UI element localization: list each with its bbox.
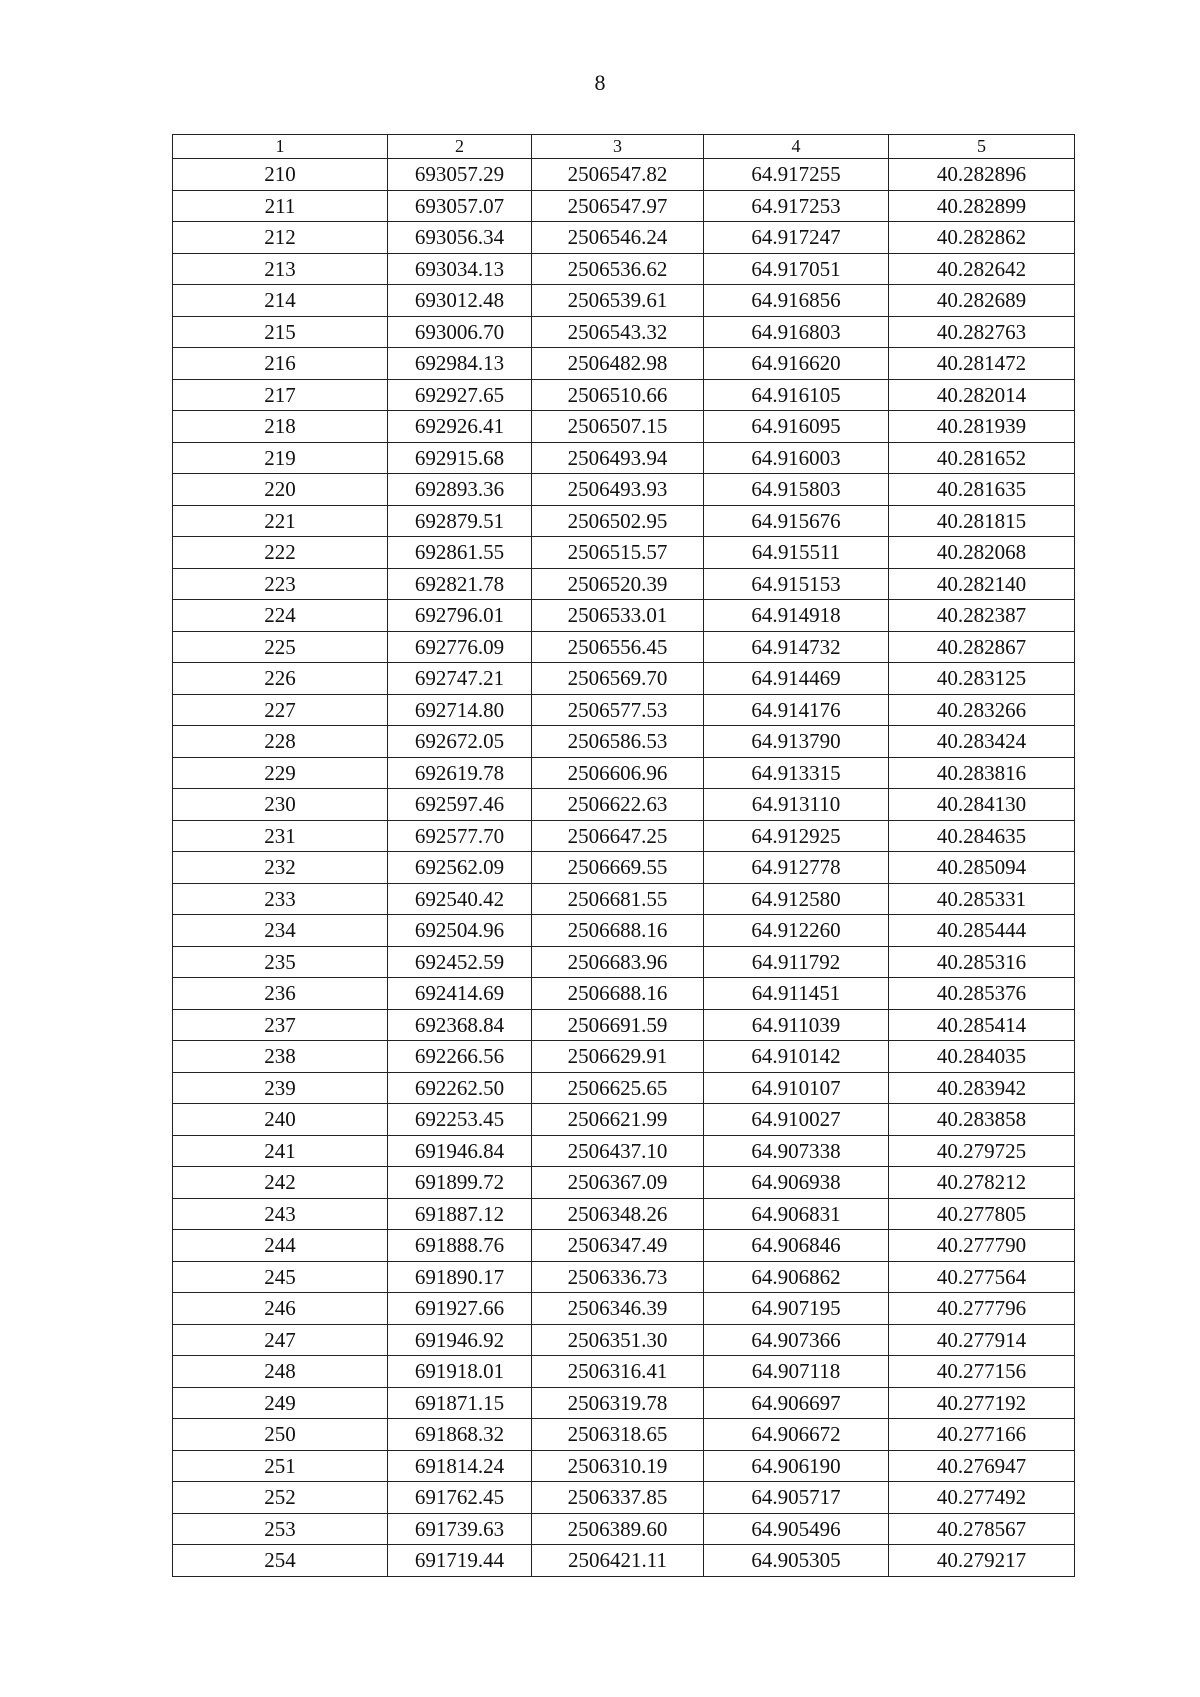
table-row (173, 474, 1075, 506)
point-number-cell: 242 (173, 1167, 388, 1199)
longitude-cell: 64.906846 (704, 1230, 889, 1262)
y-coordinate-cell: 2506316.41 (532, 1356, 704, 1388)
table-body (173, 159, 1075, 1577)
x-coordinate-cell: 691887.12 (388, 1198, 532, 1230)
longitude-cell: 64.911451 (704, 978, 889, 1010)
x-coordinate-cell: 691871.15 (388, 1387, 532, 1419)
point-number-cell: 254 (173, 1545, 388, 1577)
y-coordinate-cell: 2506310.19 (532, 1450, 704, 1482)
y-coordinate-cell: 2506691.59 (532, 1009, 704, 1041)
longitude-cell: 64.914469 (704, 663, 889, 695)
y-coordinate-cell: 2506647.25 (532, 820, 704, 852)
x-coordinate-cell: 692266.56 (388, 1041, 532, 1073)
y-coordinate-cell: 2506681.55 (532, 883, 704, 915)
x-coordinate-cell: 692452.59 (388, 946, 532, 978)
table-row (173, 316, 1075, 348)
header-row (173, 135, 1075, 159)
point-number-cell: 210 (173, 159, 388, 191)
latitude-cell: 40.277156 (889, 1356, 1075, 1388)
longitude-cell: 64.910107 (704, 1072, 889, 1104)
latitude-cell: 40.284035 (889, 1041, 1075, 1073)
point-number-cell: 215 (173, 316, 388, 348)
y-coordinate-cell: 2506625.65 (532, 1072, 704, 1104)
x-coordinate-cell: 692927.65 (388, 379, 532, 411)
table-row (173, 789, 1075, 821)
point-number-cell: 222 (173, 537, 388, 569)
point-number-cell: 212 (173, 222, 388, 254)
x-coordinate-cell: 692597.46 (388, 789, 532, 821)
latitude-cell: 40.285316 (889, 946, 1075, 978)
longitude-cell: 64.916620 (704, 348, 889, 380)
latitude-cell: 40.281472 (889, 348, 1075, 380)
x-coordinate-cell: 691899.72 (388, 1167, 532, 1199)
point-number-cell: 246 (173, 1293, 388, 1325)
latitude-cell: 40.277796 (889, 1293, 1075, 1325)
point-number-cell: 226 (173, 663, 388, 695)
latitude-cell: 40.282899 (889, 190, 1075, 222)
point-number-cell: 221 (173, 505, 388, 537)
y-coordinate-cell: 2506347.49 (532, 1230, 704, 1262)
longitude-cell: 64.910142 (704, 1041, 889, 1073)
y-coordinate-cell: 2506502.95 (532, 505, 704, 537)
point-number-cell: 227 (173, 694, 388, 726)
table-row (173, 883, 1075, 915)
point-number-cell: 229 (173, 757, 388, 789)
y-coordinate-cell: 2506493.93 (532, 474, 704, 506)
longitude-cell: 64.915511 (704, 537, 889, 569)
latitude-cell: 40.282689 (889, 285, 1075, 317)
x-coordinate-cell: 691918.01 (388, 1356, 532, 1388)
x-coordinate-cell: 692562.09 (388, 852, 532, 884)
longitude-cell: 64.912925 (704, 820, 889, 852)
point-number-cell: 220 (173, 474, 388, 506)
latitude-cell: 40.281815 (889, 505, 1075, 537)
longitude-cell: 64.905717 (704, 1482, 889, 1514)
longitude-cell: 64.906862 (704, 1261, 889, 1293)
x-coordinate-cell: 693006.70 (388, 316, 532, 348)
coordinates-table (172, 134, 1075, 1577)
latitude-cell: 40.282862 (889, 222, 1075, 254)
longitude-cell: 64.916003 (704, 442, 889, 474)
latitude-cell: 40.283858 (889, 1104, 1075, 1136)
latitude-cell: 40.282068 (889, 537, 1075, 569)
table-row (173, 159, 1075, 191)
table-row (173, 1104, 1075, 1136)
latitude-cell: 40.285414 (889, 1009, 1075, 1041)
longitude-cell: 64.911039 (704, 1009, 889, 1041)
y-coordinate-cell: 2506437.10 (532, 1135, 704, 1167)
latitude-cell: 40.276947 (889, 1450, 1075, 1482)
y-coordinate-cell: 2506546.24 (532, 222, 704, 254)
longitude-cell: 64.912260 (704, 915, 889, 947)
longitude-cell: 64.912778 (704, 852, 889, 884)
table-row (173, 726, 1075, 758)
column-header-1: 1 (173, 135, 388, 159)
y-coordinate-cell: 2506688.16 (532, 915, 704, 947)
x-coordinate-cell: 692368.84 (388, 1009, 532, 1041)
x-coordinate-cell: 693034.13 (388, 253, 532, 285)
table-row (173, 348, 1075, 380)
longitude-cell: 64.905496 (704, 1513, 889, 1545)
latitude-cell: 40.277564 (889, 1261, 1075, 1293)
longitude-cell: 64.906672 (704, 1419, 889, 1451)
point-number-cell: 240 (173, 1104, 388, 1136)
y-coordinate-cell: 2506556.45 (532, 631, 704, 663)
point-number-cell: 231 (173, 820, 388, 852)
longitude-cell: 64.906831 (704, 1198, 889, 1230)
longitude-cell: 64.913110 (704, 789, 889, 821)
longitude-cell: 64.907195 (704, 1293, 889, 1325)
x-coordinate-cell: 691890.17 (388, 1261, 532, 1293)
x-coordinate-cell: 692672.05 (388, 726, 532, 758)
longitude-cell: 64.916095 (704, 411, 889, 443)
table-row (173, 946, 1075, 978)
table-row (173, 253, 1075, 285)
table-row (173, 1482, 1075, 1514)
latitude-cell: 40.282867 (889, 631, 1075, 663)
y-coordinate-cell: 2506543.32 (532, 316, 704, 348)
point-number-cell: 219 (173, 442, 388, 474)
table-row (173, 600, 1075, 632)
point-number-cell: 233 (173, 883, 388, 915)
latitude-cell: 40.283266 (889, 694, 1075, 726)
x-coordinate-cell: 692577.70 (388, 820, 532, 852)
longitude-cell: 64.906938 (704, 1167, 889, 1199)
longitude-cell: 64.905305 (704, 1545, 889, 1577)
x-coordinate-cell: 691888.76 (388, 1230, 532, 1262)
latitude-cell: 40.279217 (889, 1545, 1075, 1577)
x-coordinate-cell: 692776.09 (388, 631, 532, 663)
point-number-cell: 251 (173, 1450, 388, 1482)
latitude-cell: 40.283125 (889, 663, 1075, 695)
point-number-cell: 225 (173, 631, 388, 663)
latitude-cell: 40.277492 (889, 1482, 1075, 1514)
latitude-cell: 40.283942 (889, 1072, 1075, 1104)
table-row (173, 505, 1075, 537)
longitude-cell: 64.916803 (704, 316, 889, 348)
y-coordinate-cell: 2506337.85 (532, 1482, 704, 1514)
y-coordinate-cell: 2506569.70 (532, 663, 704, 695)
latitude-cell: 40.283424 (889, 726, 1075, 758)
latitude-cell: 40.278567 (889, 1513, 1075, 1545)
y-coordinate-cell: 2506507.15 (532, 411, 704, 443)
table-row (173, 1293, 1075, 1325)
table-row (173, 757, 1075, 789)
latitude-cell: 40.285444 (889, 915, 1075, 947)
longitude-cell: 64.916856 (704, 285, 889, 317)
point-number-cell: 245 (173, 1261, 388, 1293)
latitude-cell: 40.285094 (889, 852, 1075, 884)
y-coordinate-cell: 2506319.78 (532, 1387, 704, 1419)
y-coordinate-cell: 2506389.60 (532, 1513, 704, 1545)
x-coordinate-cell: 693057.29 (388, 159, 532, 191)
table-row (173, 1261, 1075, 1293)
y-coordinate-cell: 2506318.65 (532, 1419, 704, 1451)
latitude-cell: 40.277914 (889, 1324, 1075, 1356)
table-row (173, 852, 1075, 884)
y-coordinate-cell: 2506520.39 (532, 568, 704, 600)
x-coordinate-cell: 692619.78 (388, 757, 532, 789)
y-coordinate-cell: 2506482.98 (532, 348, 704, 380)
column-header-3: 3 (532, 135, 704, 159)
y-coordinate-cell: 2506629.91 (532, 1041, 704, 1073)
table-row (173, 1167, 1075, 1199)
y-coordinate-cell: 2506688.16 (532, 978, 704, 1010)
point-number-cell: 234 (173, 915, 388, 947)
table-row (173, 568, 1075, 600)
x-coordinate-cell: 692747.21 (388, 663, 532, 695)
x-coordinate-cell: 691739.63 (388, 1513, 532, 1545)
longitude-cell: 64.917255 (704, 159, 889, 191)
table-row (173, 1356, 1075, 1388)
point-number-cell: 235 (173, 946, 388, 978)
column-header-4: 4 (704, 135, 889, 159)
longitude-cell: 64.917051 (704, 253, 889, 285)
y-coordinate-cell: 2506683.96 (532, 946, 704, 978)
point-number-cell: 211 (173, 190, 388, 222)
x-coordinate-cell: 692879.51 (388, 505, 532, 537)
table-row (173, 1230, 1075, 1262)
x-coordinate-cell: 692262.50 (388, 1072, 532, 1104)
point-number-cell: 223 (173, 568, 388, 600)
y-coordinate-cell: 2506493.94 (532, 442, 704, 474)
x-coordinate-cell: 692714.80 (388, 694, 532, 726)
point-number-cell: 250 (173, 1419, 388, 1451)
point-number-cell: 241 (173, 1135, 388, 1167)
table-row (173, 1072, 1075, 1104)
x-coordinate-cell: 692821.78 (388, 568, 532, 600)
latitude-cell: 40.281939 (889, 411, 1075, 443)
point-number-cell: 224 (173, 600, 388, 632)
table-row (173, 442, 1075, 474)
table-row (173, 1324, 1075, 1356)
longitude-cell: 64.915153 (704, 568, 889, 600)
latitude-cell: 40.277790 (889, 1230, 1075, 1262)
point-number-cell: 228 (173, 726, 388, 758)
latitude-cell: 40.282140 (889, 568, 1075, 600)
table-row (173, 1450, 1075, 1482)
table-row (173, 1419, 1075, 1451)
table-row (173, 820, 1075, 852)
x-coordinate-cell: 692984.13 (388, 348, 532, 380)
point-number-cell: 236 (173, 978, 388, 1010)
table-row (173, 694, 1075, 726)
longitude-cell: 64.906697 (704, 1387, 889, 1419)
x-coordinate-cell: 691814.24 (388, 1450, 532, 1482)
longitude-cell: 64.913790 (704, 726, 889, 758)
x-coordinate-cell: 691719.44 (388, 1545, 532, 1577)
longitude-cell: 64.907338 (704, 1135, 889, 1167)
y-coordinate-cell: 2506533.01 (532, 600, 704, 632)
y-coordinate-cell: 2506536.62 (532, 253, 704, 285)
y-coordinate-cell: 2506586.53 (532, 726, 704, 758)
latitude-cell: 40.277192 (889, 1387, 1075, 1419)
point-number-cell: 232 (173, 852, 388, 884)
latitude-cell: 40.282896 (889, 159, 1075, 191)
point-number-cell: 249 (173, 1387, 388, 1419)
latitude-cell: 40.278212 (889, 1167, 1075, 1199)
latitude-cell: 40.284130 (889, 789, 1075, 821)
latitude-cell: 40.281635 (889, 474, 1075, 506)
x-coordinate-cell: 692253.45 (388, 1104, 532, 1136)
point-number-cell: 239 (173, 1072, 388, 1104)
y-coordinate-cell: 2506336.73 (532, 1261, 704, 1293)
y-coordinate-cell: 2506348.26 (532, 1198, 704, 1230)
longitude-cell: 64.906190 (704, 1450, 889, 1482)
x-coordinate-cell: 692861.55 (388, 537, 532, 569)
longitude-cell: 64.907118 (704, 1356, 889, 1388)
y-coordinate-cell: 2506510.66 (532, 379, 704, 411)
table-row (173, 978, 1075, 1010)
point-number-cell: 230 (173, 789, 388, 821)
x-coordinate-cell: 691927.66 (388, 1293, 532, 1325)
y-coordinate-cell: 2506515.57 (532, 537, 704, 569)
table-row (173, 1198, 1075, 1230)
point-number-cell: 247 (173, 1324, 388, 1356)
table-row (173, 915, 1075, 947)
y-coordinate-cell: 2506622.63 (532, 789, 704, 821)
latitude-cell: 40.285331 (889, 883, 1075, 915)
table-row (173, 1387, 1075, 1419)
point-number-cell: 253 (173, 1513, 388, 1545)
page-number: 8 (594, 70, 606, 95)
longitude-cell: 64.915803 (704, 474, 889, 506)
x-coordinate-cell: 693012.48 (388, 285, 532, 317)
y-coordinate-cell: 2506621.99 (532, 1104, 704, 1136)
table-row (173, 631, 1075, 663)
longitude-cell: 64.914732 (704, 631, 889, 663)
point-number-cell: 214 (173, 285, 388, 317)
x-coordinate-cell: 691762.45 (388, 1482, 532, 1514)
x-coordinate-cell: 691946.84 (388, 1135, 532, 1167)
x-coordinate-cell: 692414.69 (388, 978, 532, 1010)
y-coordinate-cell: 2506577.53 (532, 694, 704, 726)
y-coordinate-cell: 2506421.11 (532, 1545, 704, 1577)
x-coordinate-cell: 692540.42 (388, 883, 532, 915)
longitude-cell: 64.917253 (704, 190, 889, 222)
latitude-cell: 40.281652 (889, 442, 1075, 474)
latitude-cell: 40.277166 (889, 1419, 1075, 1451)
point-number-cell: 213 (173, 253, 388, 285)
table-row (173, 222, 1075, 254)
x-coordinate-cell: 692926.41 (388, 411, 532, 443)
x-coordinate-cell: 692504.96 (388, 915, 532, 947)
x-coordinate-cell: 691946.92 (388, 1324, 532, 1356)
longitude-cell: 64.914918 (704, 600, 889, 632)
longitude-cell: 64.915676 (704, 505, 889, 537)
longitude-cell: 64.911792 (704, 946, 889, 978)
point-number-cell: 243 (173, 1198, 388, 1230)
longitude-cell: 64.914176 (704, 694, 889, 726)
y-coordinate-cell: 2506351.30 (532, 1324, 704, 1356)
longitude-cell: 64.913315 (704, 757, 889, 789)
point-number-cell: 218 (173, 411, 388, 443)
point-number-cell: 237 (173, 1009, 388, 1041)
y-coordinate-cell: 2506669.55 (532, 852, 704, 884)
longitude-cell: 64.912580 (704, 883, 889, 915)
point-number-cell: 216 (173, 348, 388, 380)
x-coordinate-cell: 693057.07 (388, 190, 532, 222)
table-row (173, 537, 1075, 569)
y-coordinate-cell: 2506346.39 (532, 1293, 704, 1325)
x-coordinate-cell: 693056.34 (388, 222, 532, 254)
y-coordinate-cell: 2506367.09 (532, 1167, 704, 1199)
longitude-cell: 64.910027 (704, 1104, 889, 1136)
table-row (173, 1135, 1075, 1167)
x-coordinate-cell: 692796.01 (388, 600, 532, 632)
latitude-cell: 40.284635 (889, 820, 1075, 852)
column-header-5: 5 (889, 135, 1075, 159)
table-row (173, 285, 1075, 317)
table-row (173, 1041, 1075, 1073)
latitude-cell: 40.282763 (889, 316, 1075, 348)
x-coordinate-cell: 692915.68 (388, 442, 532, 474)
table-row (173, 1513, 1075, 1545)
column-header-2: 2 (388, 135, 532, 159)
longitude-cell: 64.917247 (704, 222, 889, 254)
table-row (173, 1009, 1075, 1041)
latitude-cell: 40.282387 (889, 600, 1075, 632)
latitude-cell: 40.277805 (889, 1198, 1075, 1230)
point-number-cell: 252 (173, 1482, 388, 1514)
latitude-cell: 40.282014 (889, 379, 1075, 411)
table-row (173, 379, 1075, 411)
x-coordinate-cell: 692893.36 (388, 474, 532, 506)
x-coordinate-cell: 691868.32 (388, 1419, 532, 1451)
point-number-cell: 244 (173, 1230, 388, 1262)
y-coordinate-cell: 2506606.96 (532, 757, 704, 789)
y-coordinate-cell: 2506547.97 (532, 190, 704, 222)
table-row (173, 663, 1075, 695)
latitude-cell: 40.282642 (889, 253, 1075, 285)
point-number-cell: 217 (173, 379, 388, 411)
table-row (173, 1545, 1075, 1577)
longitude-cell: 64.916105 (704, 379, 889, 411)
latitude-cell: 40.285376 (889, 978, 1075, 1010)
latitude-cell: 40.283816 (889, 757, 1075, 789)
longitude-cell: 64.907366 (704, 1324, 889, 1356)
y-coordinate-cell: 2506547.82 (532, 159, 704, 191)
latitude-cell: 40.279725 (889, 1135, 1075, 1167)
table-row (173, 411, 1075, 443)
y-coordinate-cell: 2506539.61 (532, 285, 704, 317)
point-number-cell: 238 (173, 1041, 388, 1073)
point-number-cell: 248 (173, 1356, 388, 1388)
table-row (173, 190, 1075, 222)
